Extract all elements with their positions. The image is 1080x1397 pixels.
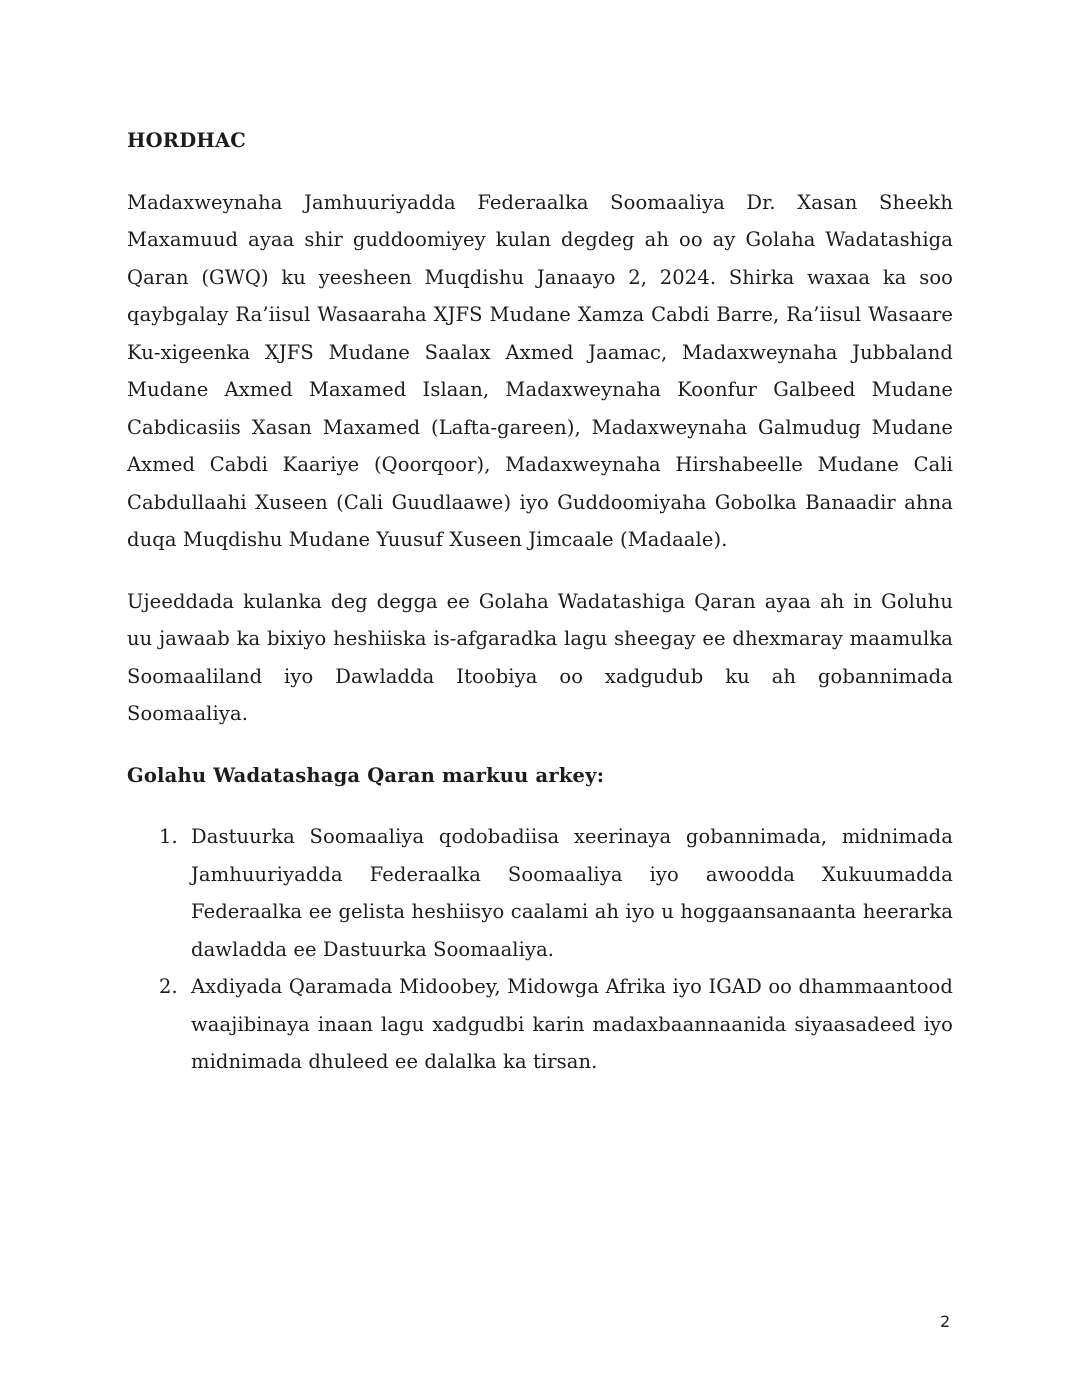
document-page <box>127 110 953 1081</box>
observations-heading: Golahu Wadatashaga Qaran markuu arkey: <box>127 763 605 787</box>
purpose-paragraph: Ujeeddada kulanka deg degga ee Golaha Wadatashiga Qaran ayaa ah in Goluhu uu jawaab ka bixiyo heshiiska is-afgaradka lagu sheegay ee dhexmaray maamulka Soomaaliland iyo Dawladda Itoobiya oo xadgudub ku ah gobannimada Soomaaliya. <box>127 589 953 725</box>
observations-list <box>127 818 953 1081</box>
list-item <box>127 818 953 968</box>
page-number: 2 <box>940 1312 951 1331</box>
list-item <box>127 968 953 1081</box>
list-item-number: 1. <box>159 825 178 848</box>
list-item-text: Dastuurka Soomaaliya qodobadiisa xeerinaya gobannimada, midnimada Jamhuuriyadda Federaalka Soomaaliya iyo awoodda Xukuumadda Federaalka ee gelista heshiisyo caalami ah iyo u hoggaansanaanta heerarka dawladda ee Dastuurka Soomaaliya. <box>191 825 953 961</box>
list-item-text: Axdiyada Qaramada Midoobey, Midowga Afrika iyo IGAD oo dhammaantood waajibinaya inaan lagu xadgudbi karin madaxbaannaanida siyaasadeed iyo midnimada dhuleed ee dalalka ka tirsan. <box>191 975 953 1073</box>
intro-paragraph: Madaxweynaha Jamhuuriyadda Federaalka Soomaaliya Dr. Xasan Sheekh Maxamuud ayaa shir guddoomiyey kulan degdeg ah oo ay Golaha Wadatashiga Qaran (GWQ) ku yeesheen Muqdishu Janaayo 2, 2024. Shirka waxaa ka soo qaybgalay Ra’iisul Wasaaraha XJFS Mudane Xamza Cabdi Barre, Ra’iisul Wasaare Ku-xigeenka XJFS Mudane Saalax Axmed Jaamac, Madaxweynaha Jubbaland Mudane Axmed Maxamed Islaan, Madaxweynaha Koonfur Galbeed Mudane Cabdicasiis Xasan Maxamed (Lafta-gareen), Madaxweynaha Galmudug Mudane Axmed Cabdi Kaariye (Qoorqoor), Madaxweynaha Hirshabeelle Mudane Cali Cabdullaahi Xuseen (Cali Guudlaawe) iyo Guddoomiyaha Gobolka Banaadir ahna duqa Muqdishu Mudane Yuusuf Xuseen Jimcaale (Madaale). <box>127 190 953 551</box>
list-item-number: 2. <box>159 975 178 998</box>
section-heading: HORDHAC <box>127 129 246 152</box>
